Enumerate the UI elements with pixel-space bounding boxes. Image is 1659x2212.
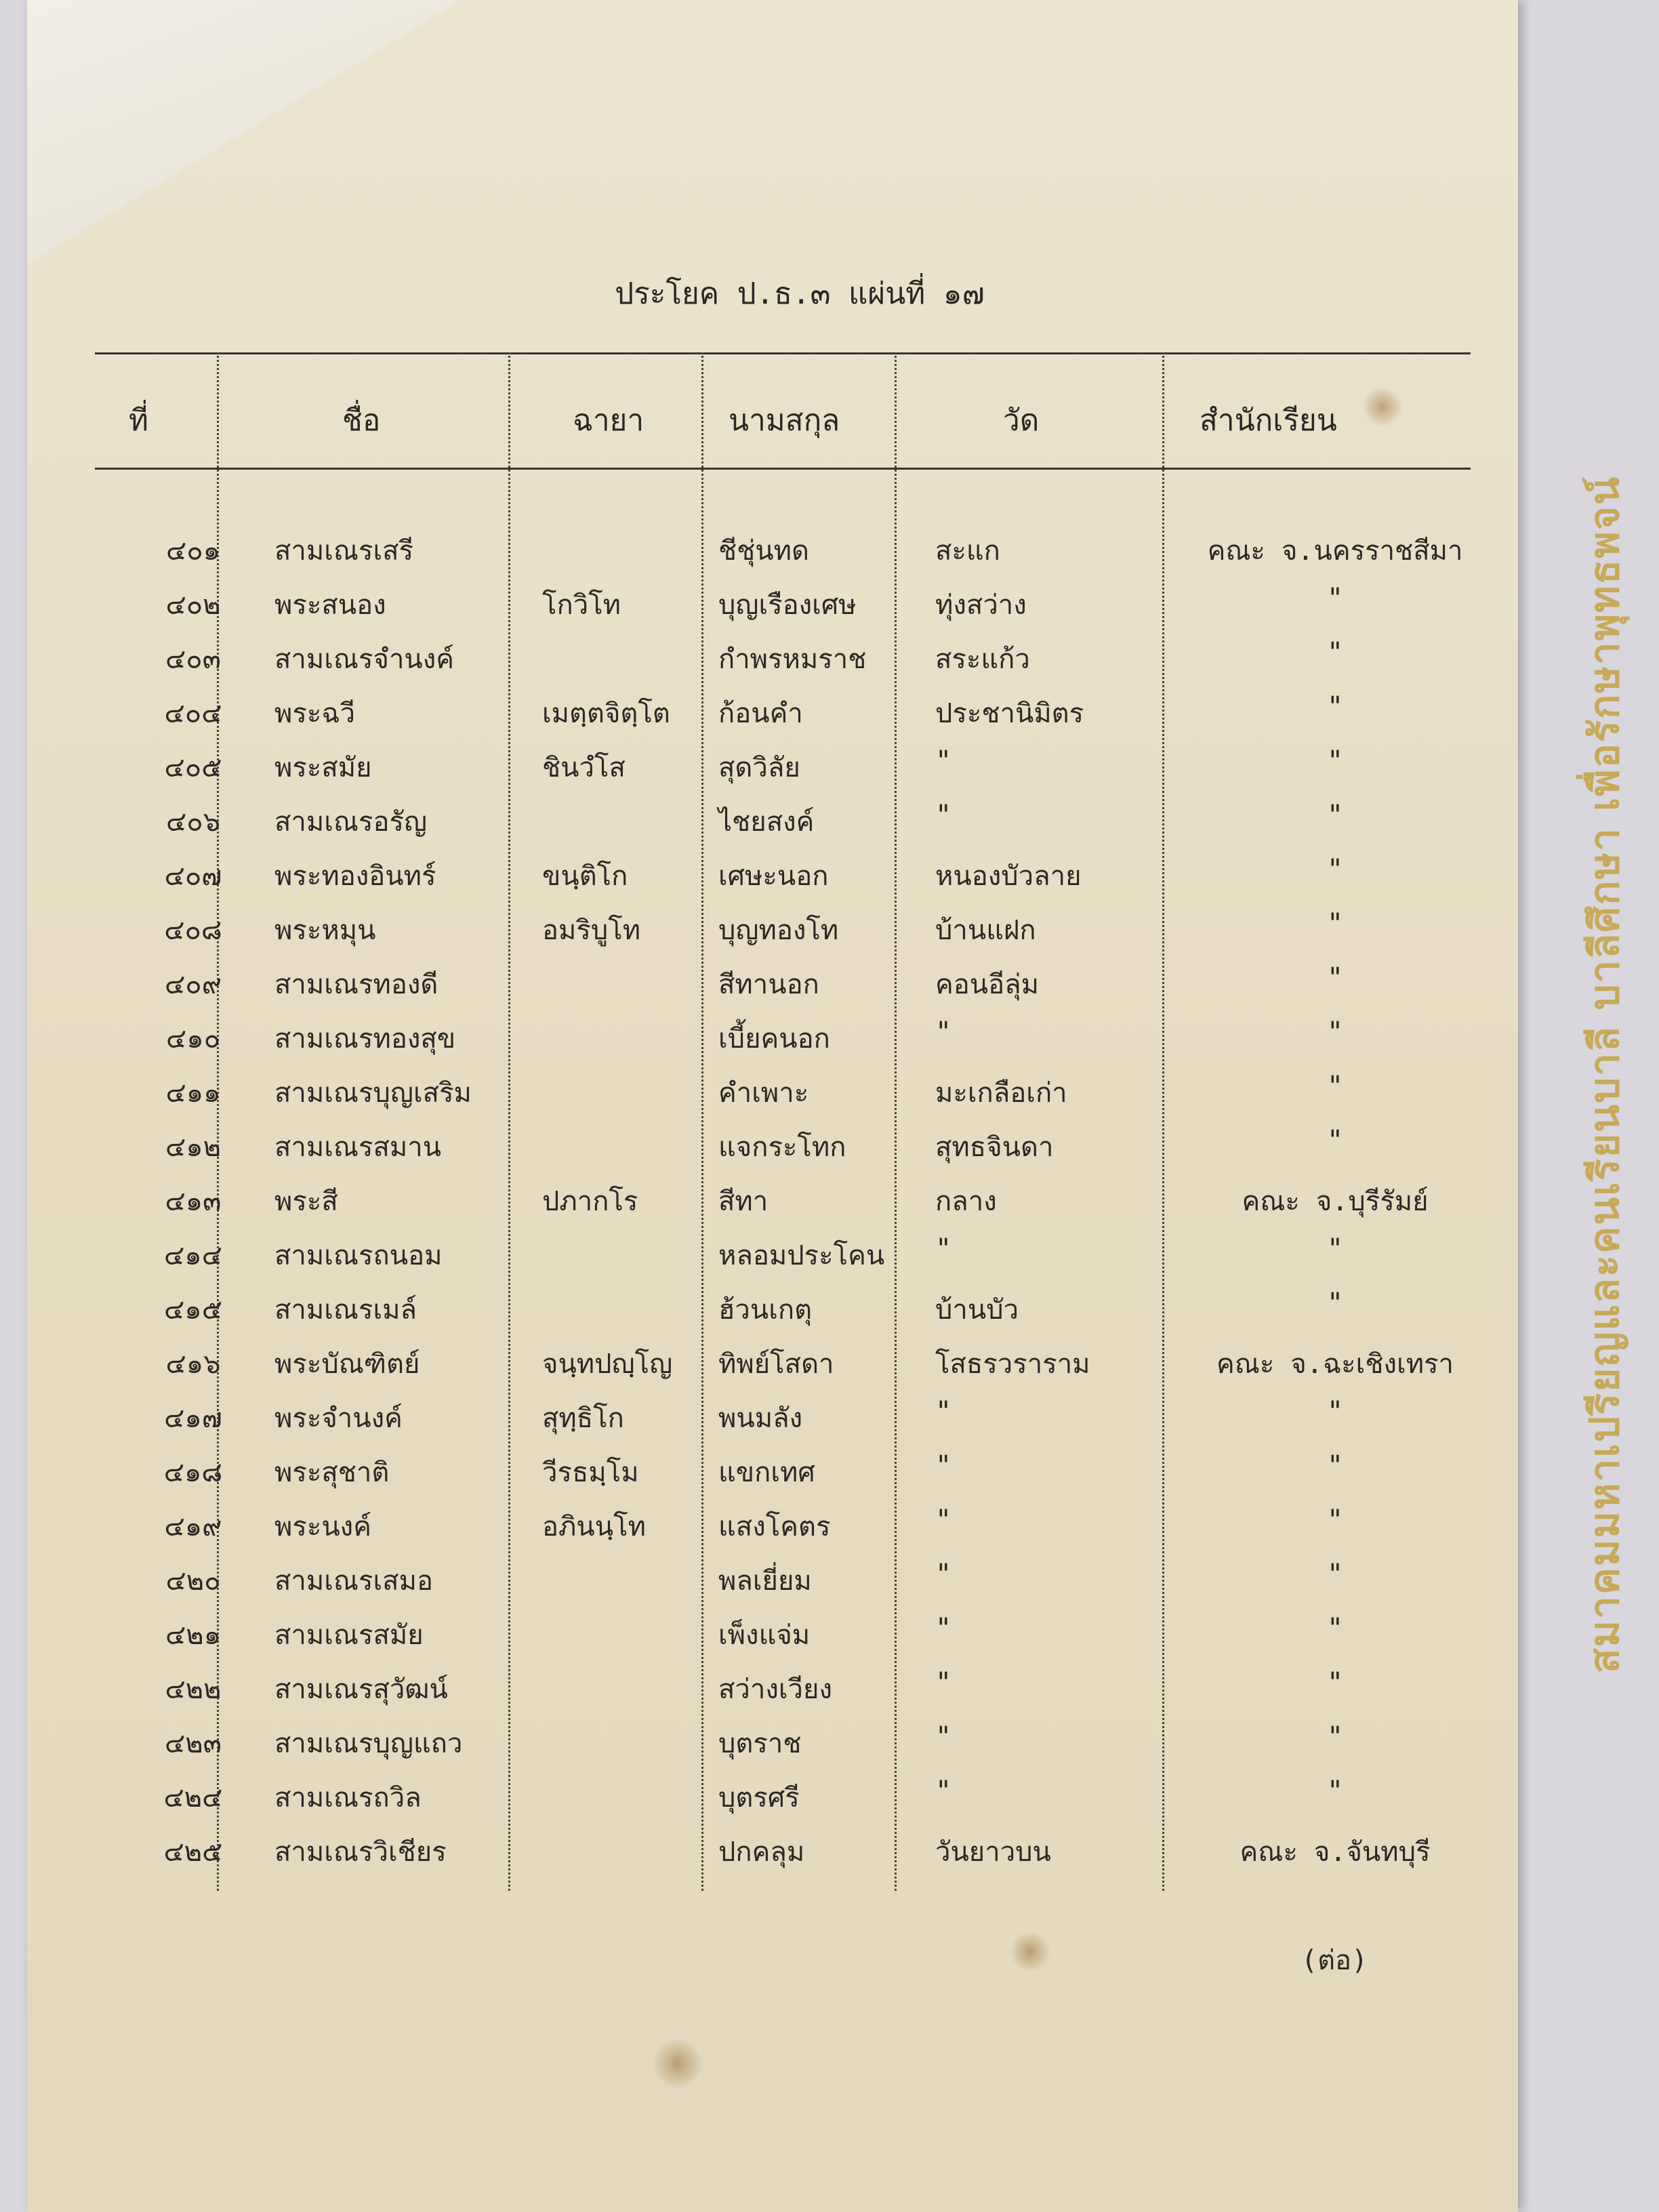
row-school: คณะ จ.นครราชสีมา: [1207, 535, 1463, 567]
row-number: ๔๒๓: [165, 1728, 222, 1759]
row-surname: สุดวิลัย: [718, 752, 800, 783]
row-number: ๔๐๙: [165, 969, 222, 1000]
row-school: ": [1326, 1396, 1344, 1427]
row-school: ": [1326, 1721, 1344, 1753]
row-alias: สุทฺธิโก: [542, 1403, 624, 1434]
row-alias: ปภากโร: [542, 1186, 638, 1217]
row-name: สามเณรสมาน: [274, 1132, 442, 1163]
header-temple: วัด: [1003, 403, 1040, 438]
row-surname: บุญทองโท: [718, 915, 839, 946]
row-number: ๔๑๕: [164, 1294, 222, 1326]
stain: [651, 2040, 705, 2087]
row-name: สามเณรเมล์: [274, 1294, 417, 1326]
header-no: ที่: [129, 403, 149, 438]
row-school: ": [1326, 800, 1344, 831]
row-temple: ": [935, 1776, 952, 1807]
row-number: ๔๑๐: [165, 1023, 221, 1054]
folded-corner: [27, 0, 461, 264]
row-school: ": [1326, 1450, 1344, 1481]
row-name: สามเณรเสรี: [274, 535, 414, 567]
row-school: ": [1326, 583, 1344, 614]
row-school: คณะ จ.บุรีรัมย์: [1242, 1186, 1429, 1217]
row-temple: ": [935, 800, 952, 831]
row-school: ": [1326, 1071, 1344, 1102]
row-temple: ทุ่งสว่าง: [935, 590, 1027, 621]
row-temple: สระแก้ว: [935, 644, 1030, 675]
row-number: ๔๐๕: [164, 752, 222, 783]
continued-note: (ต่อ): [1301, 1945, 1368, 1976]
row-temple: ": [935, 1450, 952, 1481]
document-title: ประโยค ป.ธ.๓ แผ่นที่ ๑๗: [615, 276, 985, 311]
row-alias: อภินนฺโท: [542, 1511, 646, 1542]
row-temple: ": [935, 1504, 952, 1536]
table-top-rule: [95, 352, 1471, 354]
row-name: สามเณรสุวัฒน์: [274, 1674, 448, 1705]
row-name: สามเณรถวิล: [274, 1782, 422, 1814]
row-number: ๔๑๔: [164, 1240, 222, 1271]
row-temple: บ้านบัว: [935, 1294, 1019, 1326]
row-surname: ชีชุ่นทด: [718, 535, 809, 567]
row-school: ": [1326, 1667, 1344, 1698]
row-surname: คำเพาะ: [718, 1078, 809, 1109]
row-number: ๔๑๑: [165, 1078, 221, 1109]
row-name: สามเณรบุญแถว: [274, 1728, 463, 1759]
table-header-rule: [95, 468, 1471, 470]
row-number: ๔๒๑: [165, 1620, 222, 1651]
row-school: ": [1326, 1288, 1344, 1319]
row-school: ": [1326, 691, 1344, 722]
row-surname: ก้อนคำ: [718, 698, 803, 729]
row-temple: โสธรวราราม: [935, 1349, 1090, 1380]
header-surname: นามสกุล: [729, 403, 840, 438]
row-temple: สะแก: [935, 535, 1000, 567]
row-school: ": [1326, 1504, 1344, 1536]
row-temple: หนองบัวลาย: [935, 861, 1082, 892]
row-surname: ทิพย์โสดา: [718, 1349, 834, 1380]
row-surname: พนมลัง: [718, 1403, 803, 1434]
row-name: พระบัณฑิตย์: [274, 1349, 420, 1380]
row-school: ": [1326, 908, 1344, 939]
row-name: พระจำนงค์: [274, 1403, 403, 1434]
row-name: พระฉวี: [274, 698, 356, 729]
header-alias: ฉายา: [573, 403, 644, 438]
row-number: ๔๐๒: [165, 590, 221, 621]
row-number: ๔๐๖: [165, 806, 221, 838]
row-number: ๔๑๗: [164, 1403, 222, 1434]
row-number: ๔๑๓: [165, 1186, 222, 1217]
row-school: ": [1326, 962, 1344, 994]
row-temple: คอนอีลุ่ม: [935, 969, 1040, 1000]
row-surname: บุตราช: [718, 1728, 802, 1759]
row-surname: ฮ้วนเกตุ: [718, 1294, 813, 1326]
row-surname: สีทา: [718, 1186, 769, 1217]
column-divider: [508, 352, 510, 1891]
row-temple: ": [935, 1667, 952, 1698]
row-name: พระสุชาติ: [274, 1457, 390, 1488]
row-alias: ขนฺติโก: [542, 861, 628, 892]
stain: [1010, 1931, 1050, 1972]
row-temple: วันยาวบน: [935, 1837, 1051, 1868]
row-number: ๔๑๖: [165, 1349, 221, 1380]
row-number: ๔๐๔: [164, 698, 222, 729]
row-temple: ": [935, 1721, 952, 1753]
row-number: ๔๐๑: [165, 535, 221, 567]
row-surname: บุตรศรี: [718, 1782, 800, 1814]
column-divider: [895, 352, 897, 1891]
row-number: ๔๐๓: [165, 644, 222, 675]
row-number: ๔๑๙: [164, 1511, 222, 1542]
row-name: พระทองอินทร์: [274, 861, 436, 892]
row-number: ๔๒๐: [165, 1565, 221, 1597]
row-school: ": [1326, 1017, 1344, 1048]
row-alias: เมตฺตจิตฺโต: [542, 698, 670, 729]
row-school: ": [1326, 1233, 1344, 1265]
row-surname: แสงโคตร: [718, 1511, 831, 1542]
column-divider: [701, 352, 703, 1891]
watermark: สมาคมมหาเปรียญและคนเรียนบาลี บาลีศึกษา เพื่อรักษาพุทธพจน์: [1581, 475, 1629, 1673]
row-surname: พลเยี่ยม: [718, 1565, 812, 1597]
row-name: สามเณรบุญเสริม: [274, 1078, 472, 1109]
row-number: ๔๒๕: [163, 1837, 223, 1868]
row-name: สามเณรทองดี: [274, 969, 438, 1000]
row-school: ": [1326, 1776, 1344, 1807]
row-alias: โกวิโท: [542, 590, 621, 621]
row-surname: แขกเทศ: [718, 1457, 815, 1488]
row-temple: ": [935, 1017, 952, 1048]
row-name: พระนงค์: [274, 1511, 371, 1542]
row-school: ": [1326, 1613, 1344, 1644]
row-name: สามเณรอรัญ: [274, 806, 428, 838]
row-number: ๔๒๔: [163, 1782, 223, 1814]
row-surname: บุญเรืองเศษ: [718, 590, 857, 621]
row-school: ": [1326, 637, 1344, 668]
row-number: ๔๐๘: [164, 915, 222, 946]
row-name: สามเณรทองสุข: [274, 1023, 456, 1054]
row-surname: เพ็งแจ่ม: [718, 1620, 811, 1651]
row-temple: ": [935, 1559, 952, 1590]
column-divider: [1162, 352, 1164, 1891]
row-temple: ": [935, 1613, 952, 1644]
row-surname: แจกระโทก: [718, 1132, 846, 1163]
row-school: ": [1326, 1559, 1344, 1590]
row-name: สามเณรจำนงค์: [274, 644, 455, 675]
row-number: ๔๑๘: [163, 1457, 223, 1488]
row-number: ๔๑๒: [165, 1132, 222, 1163]
row-temple: กลาง: [935, 1186, 997, 1217]
row-temple: สุทธจินดา: [935, 1132, 1054, 1163]
row-name: พระหมุน: [274, 915, 376, 946]
row-name: สามเณรวิเชียร: [274, 1837, 447, 1868]
header-name: ชื่อ: [342, 403, 381, 438]
row-temple: บ้านแฝก: [935, 915, 1036, 946]
row-number: ๔๐๗: [164, 861, 222, 892]
row-school: ": [1326, 1125, 1344, 1156]
row-temple: ": [935, 1233, 952, 1265]
row-surname: ไชยสงค์: [718, 806, 815, 838]
row-name: สามเณรสมัย: [274, 1620, 424, 1651]
row-alias: ชินวํโส: [542, 752, 626, 783]
stain: [1362, 386, 1403, 427]
row-school: ": [1326, 745, 1344, 777]
row-number: ๔๒๒: [165, 1674, 222, 1705]
row-surname: ปกคลุม: [718, 1837, 805, 1868]
row-temple: ": [935, 1396, 952, 1427]
row-name: พระสนอง: [274, 590, 386, 621]
row-school: คณะ จ.ฉะเชิงเทรา: [1216, 1349, 1454, 1380]
row-surname: สีทานอก: [718, 969, 819, 1000]
row-surname: หลอมประโคน: [718, 1240, 885, 1271]
row-surname: เศษะนอก: [718, 861, 829, 892]
row-alias: จนฺทปญฺโญ: [542, 1349, 673, 1380]
row-temple: ": [935, 745, 952, 777]
row-school: ": [1326, 854, 1344, 885]
row-surname: เบี้ยคนอก: [718, 1023, 830, 1054]
row-temple: ประชานิมิตร: [935, 698, 1084, 729]
row-name: สามเณรถนอม: [274, 1240, 443, 1271]
row-alias: วีรธมฺโม: [542, 1457, 639, 1488]
row-school: คณะ จ.จันทบุรี: [1240, 1837, 1431, 1868]
row-alias: อมริบูโท: [542, 915, 641, 946]
row-temple: มะเกลือเก่า: [935, 1078, 1067, 1109]
row-name: พระสี: [274, 1186, 338, 1217]
row-name: สามเณรเสมอ: [274, 1565, 433, 1597]
row-surname: กำพรหมราช: [718, 644, 867, 675]
header-school: สำนักเรียน: [1200, 403, 1337, 438]
row-surname: สว่างเวียง: [718, 1674, 832, 1705]
row-name: พระสมัย: [274, 752, 372, 783]
